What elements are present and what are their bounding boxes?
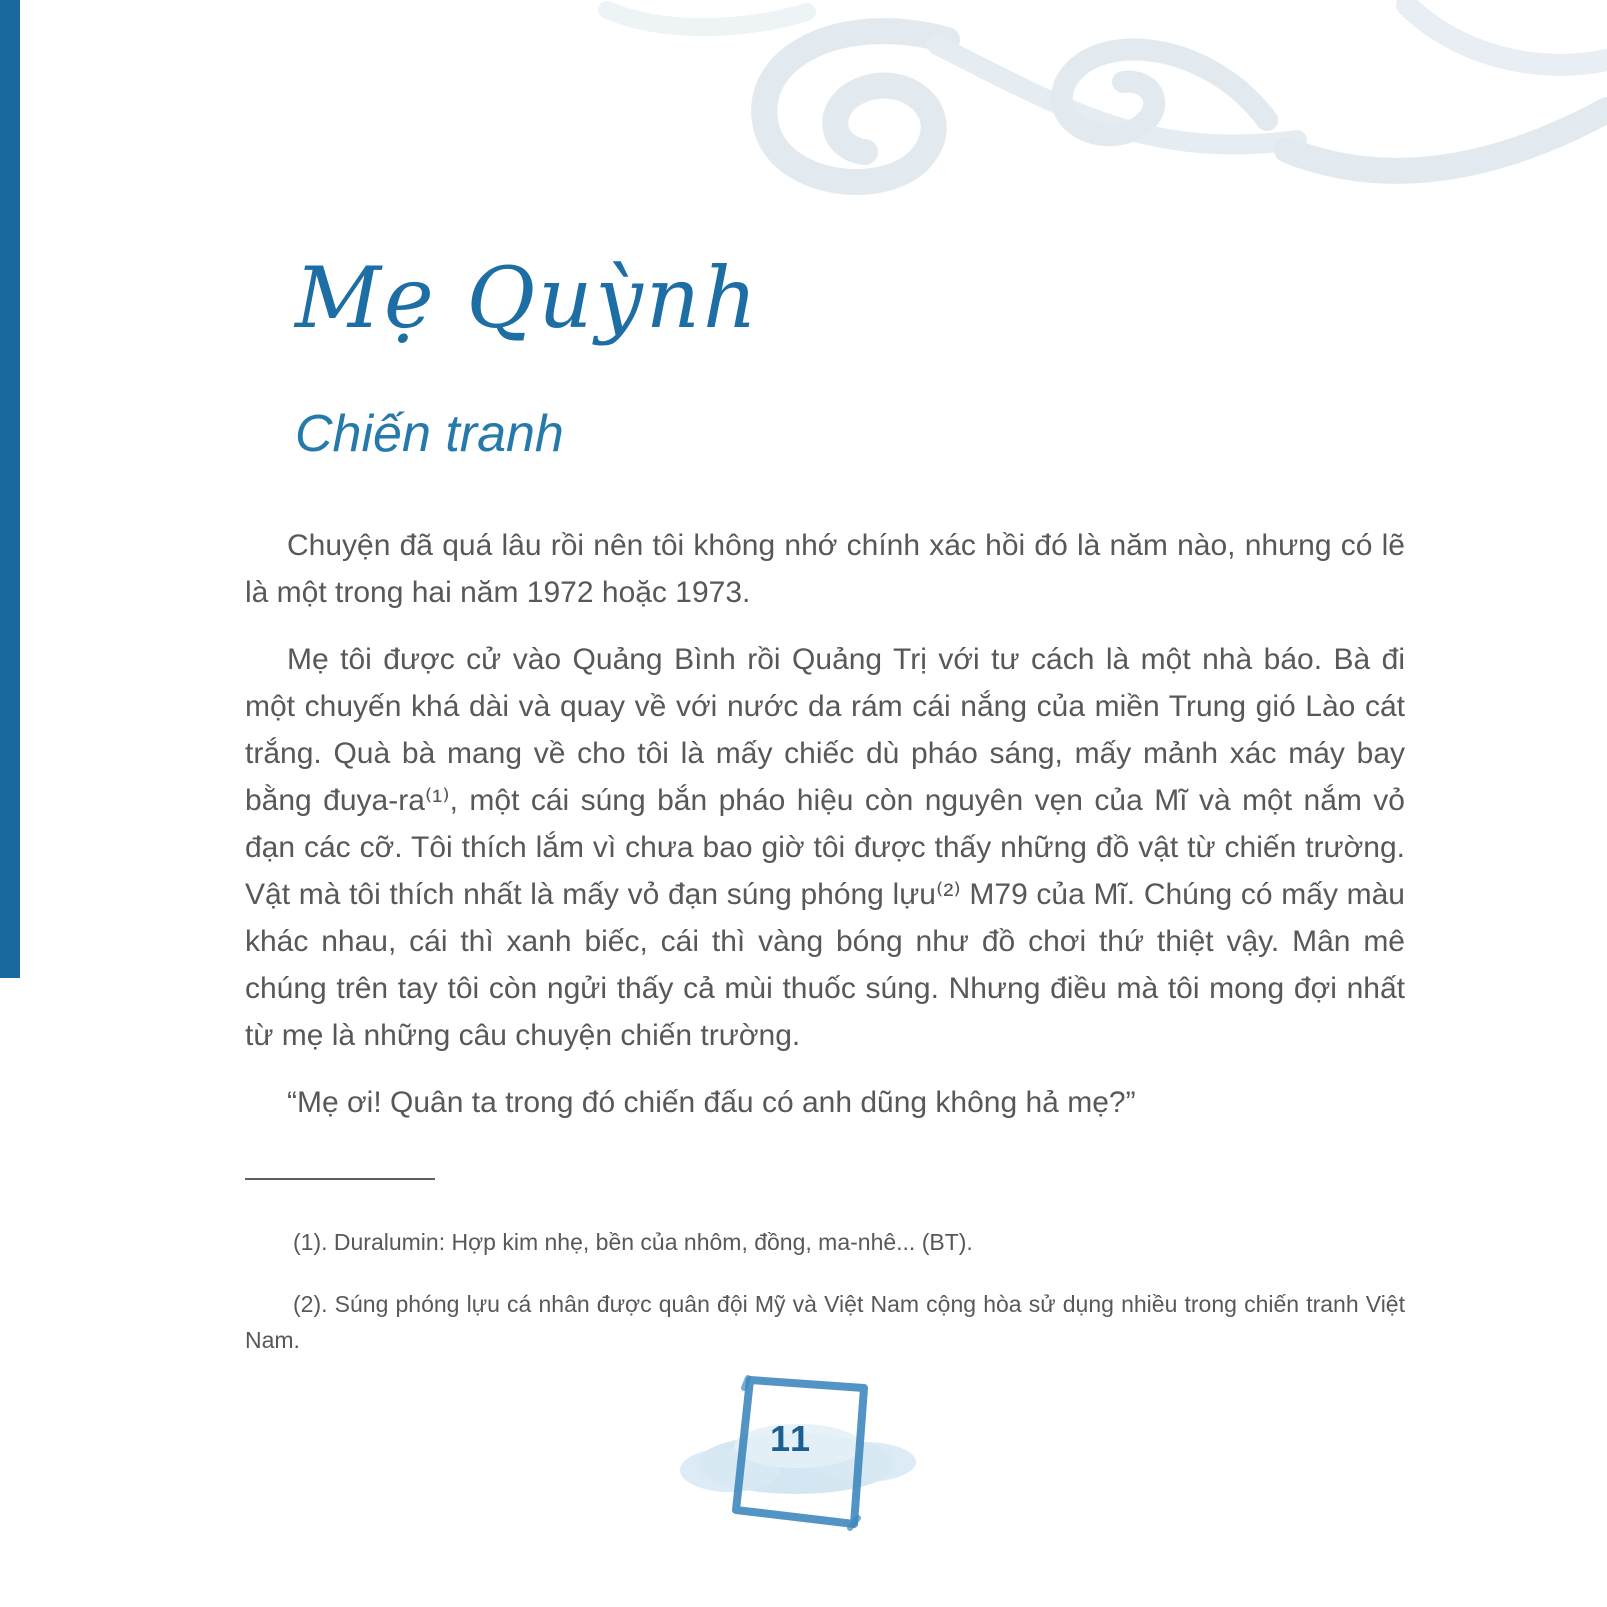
footnote: (2). Súng phóng lựu cá nhân được quân đội Mỹ và Việt Nam cộng hòa sử dụng nhiều trong chiến tranh Việt Nam. (245, 1290, 1405, 1353)
chapter-heading: Chiến tranh (295, 405, 564, 464)
footnote-divider (245, 1178, 435, 1180)
left-accent-bar (0, 0, 20, 978)
footnote: (1). Duralumin: Hợp kim nhẹ, bền của nhôm, đồng, ma-nhê... (BT). (293, 1228, 973, 1255)
paragraph-quote: “Mẹ ơi! Quân ta trong đó chiến đấu có anh dũng không hả mẹ?” (287, 1085, 1136, 1119)
paragraph: Mẹ tôi được cử vào Quảng Bình rồi Quảng Trị với tư cách là một nhà báo. Bà đi một chuyến khá dài và quay về với nước da rám cái nắng của miền Trung gió Lào cát trắng. Quà bà mang về cho tôi là mấy chiếc dù pháo sáng, mấy mảnh xác máy bay bằng đuya-ra⁽¹⁾, một cái súng bắn pháo hiệu còn nguyên vẹn của Mĩ và một nắm vỏ đạn các cỡ. Tôi thích lắm vì chưa bao giờ tôi được thấy những đồ vật từ chiến trường. Vật mà tôi thích nhất là mấy vỏ đạn súng phóng lựu⁽²⁾ M79 của Mĩ. Chúng có mấy màu khác nhau, cái thì xanh biếc, cái thì vàng bóng như đồ chơi thứ thiệt vậy. Mân mê chúng trên tay tôi còn ngửi thấy cả mùi thuốc súng. Nhưng điều mà tôi mong đợi nhất từ mẹ là những câu chuyện chiến trường. (245, 642, 1405, 1052)
page-content (245, 0, 1405, 1384)
body-text (245, 522, 1405, 1126)
page-number-badge (678, 1368, 918, 1548)
page-number: 11 (769, 1418, 813, 1459)
paragraph: Chuyện đã quá lâu rồi nên tôi không nhớ chính xác hồi đó là năm nào, nhưng có lẽ là một trong hai năm 1972 hoặc 1973. (245, 528, 1405, 609)
page-title: Mẹ Quỳnh (295, 249, 761, 347)
